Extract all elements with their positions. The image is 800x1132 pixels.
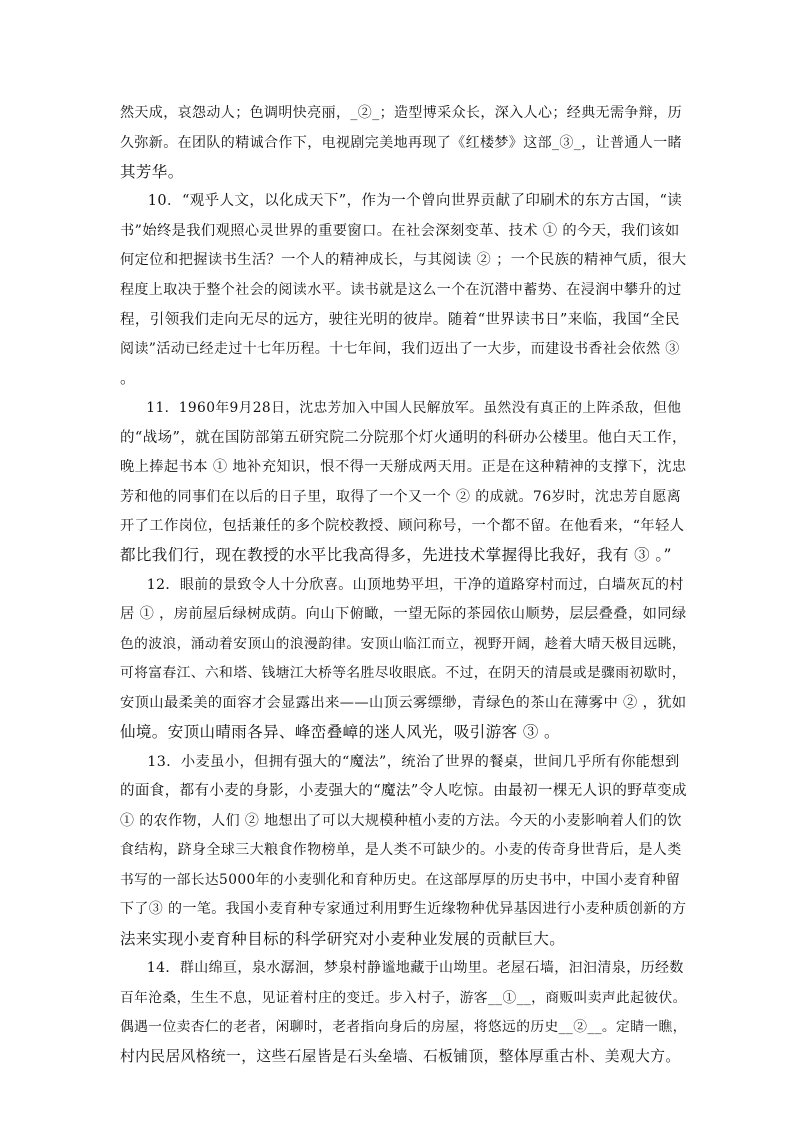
text-line: 晚上捧起书本 ① 地补充知识，恨不得一天掰成两天用。正是在这种精神的支撑下，沈忠 (120, 459, 687, 475)
text-line: ① 的农作物，人们 ② 地想出了可以大规模种植小麦的方法。今天的小麦影响着人们的饮 (120, 813, 682, 829)
text-line: 程，引领我们走向无尽的远方，驶往光明的彼岸。随着“世界读书日”来临，我国“全民 (120, 312, 680, 328)
text-line: 的“战场”，就在国防部第五研究院二分院那个灯火通明的科研办公楼里。他白天工作， (120, 430, 687, 446)
text-line: 色的波浪，涌动着安顶山的浪漫韵律。安顶山临江而立，视野开阔，趁着大晴天极目远眺， (120, 636, 687, 652)
text-line: 芳和他的同事们在以后的日子里，取得了一个又一个 ② 的成就。76岁时，沈忠芳自愿离 (120, 489, 682, 505)
text-line: 程度上取决于整个社会的阅读水平。读书就是这么一个在沉潜中蓄势、在浸润中攀升的过 (120, 282, 682, 298)
text-line: 可将富春江、六和塔、钱塘江大桥等名胜尽收眼底。不过，在阴天的清晨或是骤雨初歇时， (120, 665, 687, 681)
text-line: 食结构，跻身全球三大粮食作物榜单，是人类不可缺少的。小麦的传奇身世背后，是人类 (120, 842, 682, 858)
text-line: 久弥新。在团队的精诚合作下，电视剧完美地再现了《红楼梦》这部_③_，让普通人一睹 (120, 135, 682, 151)
text-line: 书”始终是我们观照心灵世界的重要窗口。在社会深刻变革、技术 ① 的今天，我们该如 (120, 223, 680, 239)
text-line: 12．眼前的景致令人十分欣喜。山顶地势平坦，干净的道路穿村而过，白墙灰瓦的村 (118, 577, 684, 593)
text-line: 何定位和把握读书生活？一个人的精神成长，与其阅读 ② ；一个民族的精神气质，很大 (120, 252, 687, 268)
text-line: 书写的一部长达5000年的小麦驯化和育种历史。在这部厚厚的历史书中，中国小麦育种留 (120, 872, 681, 888)
text-line: 法来实现小麦育种目标的科学研究对小麦种业发展的贡献巨大。 (120, 930, 566, 948)
text-line: 开了工作岗位，包括兼任的多个院校教授、顾问称号，一个都不留。在他看来，“年轻人 (120, 518, 685, 534)
text-line: 偶遇一位卖杏仁的老者，闲聊时，老者指向身后的房屋，将悠远的历史__②__。定睛一瞧， (120, 1019, 687, 1035)
text-line: 安顶山最柔美的面容才会显露出来——山顶云雾缥缈，青绿色的茶山在薄雾中 ② ，犹如 (120, 695, 687, 711)
text-line: 都比我们行，现在教授的水平比我高得多，先进技术掌握得比我好，我有 ③ 。” (120, 546, 672, 564)
text-line: 13．小麦虽小，但拥有强大的“魔法”，统治了世界的餐桌，世间几乎所有你能想到 (118, 754, 680, 770)
text-line: 下了③ 的一笔。我国小麦育种专家通过利用野生近缘物种优异基因进行小麦种质创新的方 (120, 901, 687, 917)
text-line: 仙境。安顶山晴雨各异、峰峦叠嶂的迷人风光，吸引游客 ③ 。 (120, 723, 560, 741)
text-line: 14．群山绵亘，泉水潺洄，梦泉村静谧地藏于山坳里。老屋石墙，汩汩清泉，历经数 (118, 960, 684, 976)
text-line: 百年沧桑，生生不息，见证着村庄的变迁。步入村子，游客__①__，商贩叫卖声此起彼伏。 (120, 990, 687, 1006)
text-line: 阅读”活动已经走过十七年历程。十七年间，我们迈出了一大步，而建设书香社会依然 ③ (120, 341, 680, 357)
text-line: 10．“观乎人文，以化成天下”，作为一个曾向世界贡献了印刷术的东方古国，“读 (118, 193, 683, 209)
text-line: 村内民居风格统一，这些石屋皆是石头垒墙、石板铺顶，整体厚重古朴、美观大方。 (120, 1048, 681, 1065)
text-line: 然天成，哀怨动人；色调明快亮丽，_②_；造型博采众长，深入人心；经典无需争辩，历 (120, 105, 682, 121)
text-line: 。 (120, 369, 136, 387)
text-line: 居 ① ，房前屋后绿树成荫。向山下俯瞰，一望无际的茶园依山顺势，层层叠叠，如同绿 (120, 606, 687, 622)
text-line: 的面食，都有小麦的身影，小麦强大的“魔法”令人吃惊。由最初一棵无人识的野草变成 (120, 783, 687, 799)
text-line: 11．1960年9月28日，沈忠芳加入中国人民解放军。虽然没有真正的上阵杀敌，但他 (118, 400, 682, 416)
text-line: 其芳华。 (120, 163, 184, 181)
